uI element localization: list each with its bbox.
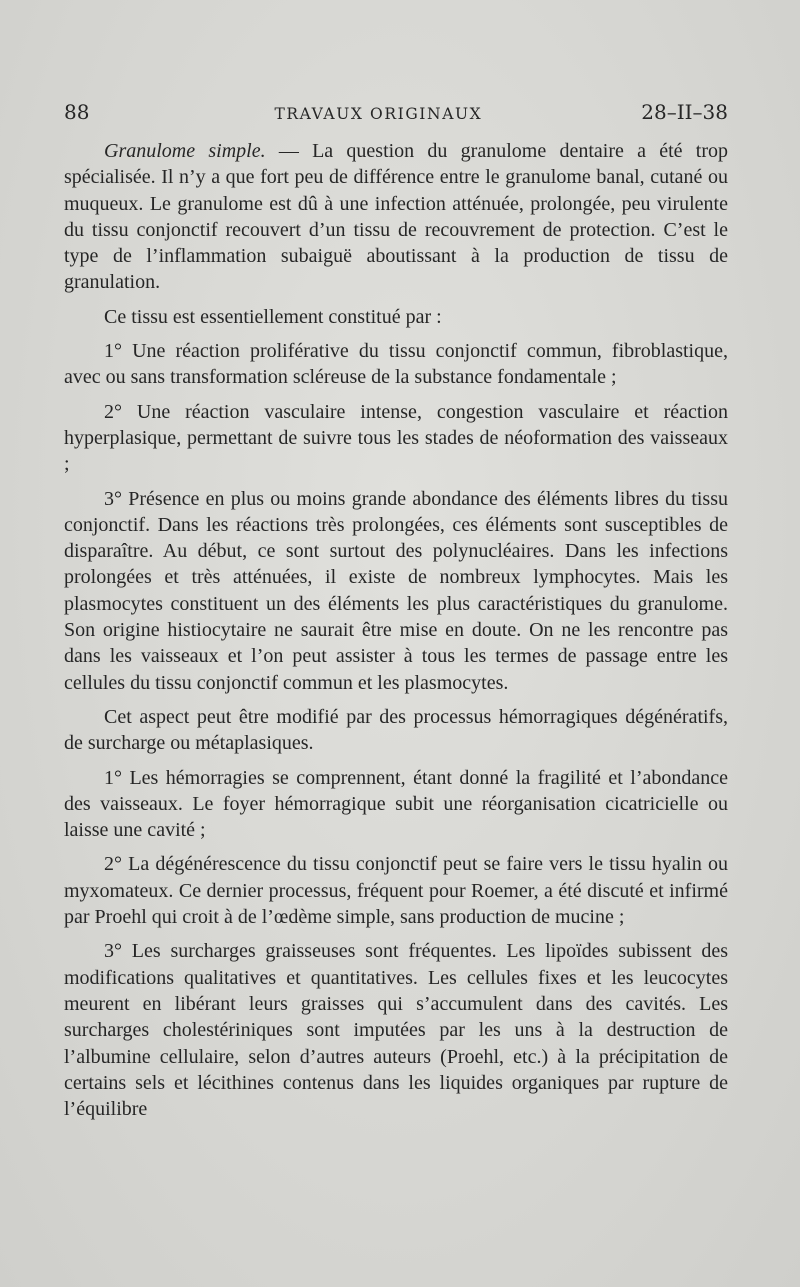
paragraph-text: — La question du granulome dentaire a été trop spécialisée. Il n’y a que fort peu de différence entre le granulome banal, cutané ou muqueux. Le granulome est dû à une infection atténuée, prolongée, peu virulente du tissu conjonctif recouvert d’un tissu de recouvrement de protection. C’est le type de l’inflammation subaiguë aboutissant à la production de tissu de granulation. [64,140,729,294]
page-number: 88 [64,100,90,124]
section-lead: Granulome simple. [104,140,266,162]
paragraph: 3° Présence en plus ou moins grande abondance des éléments libres du tissu conjonctif. Dans les réactions très prolongées, ces éléments sont susceptibles de disparaître. Au début, ce sont surtout des polynucléaires. Dans les infections prolongées et très atténuées, il existe de nombreux lymphocytes. Mais les plasmocytes constituent un des éléments les plus caractéristiques du granulome. Son origine histiocytaire ne saurait être mise en doute. On ne les rencontre pas dans les vaisseaux et l’on peut assister à tous les termes de passage entre les cellules du tissu conjonctif commun et les plasmocytes. [64,487,728,694]
running-head [64,100,728,124]
paragraph-granulome-simple [64,138,728,296]
body-text [64,138,728,1122]
paragraph: Cet aspect peut être modifié par des processus hémorragiques dégénératifs, de surcharge ou métaplasiques. [64,705,728,755]
paragraph: 3° Les surcharges graisseuses sont fréquentes. Les lipoïdes subissent des modifications qualitatives et quantitatives. Les cellules fixes et les leucocytes meurent en libérant leurs graisses qui s’accumulent dans des cavités. Les surcharges cholestériniques sont imputées par les uns à la destruction de l’albumine cellulaire, selon d’autres auteurs (Proehl, etc.) à la précipitation de certains sels et lécithines contenus dans les liquides organiques par rupture de l’équilibre [64,940,728,1121]
paragraph: Ce tissu est essentiellement constitué par : [104,305,442,328]
paragraph: 2° La dégénérescence du tissu conjonctif peut se faire vers le tissu hyalin ou myxomateux. Ce dernier processus, fréquent pour Roemer, a été discuté et infirmé par Proehl qui croit à de l’œdème simple, sans production de mucine ; [64,853,728,929]
paragraph: 1° Une réaction proliférative du tissu conjonctif commun, fibroblastique, avec ou sans transformation scléreuse de la substance fondamentale ; [64,340,728,389]
book-page [64,100,728,1130]
paragraph: 2° Une réaction vasculaire intense, congestion vasculaire et réaction hyperplasique, permettant de suivre tous les stades de néoformation des vaisseaux ; [64,400,728,476]
journal-title: TRAVAUX ORIGINAUX [274,105,483,123]
issue-date: 28–II–38 [641,100,728,124]
paragraph: 1° Les hémorragies se comprennent, étant donné la fragilité et l’abondance des vaisseaux. Le foyer hémorragique subit une réorganisation cicatricielle ou laisse une cavité ; [64,766,728,842]
